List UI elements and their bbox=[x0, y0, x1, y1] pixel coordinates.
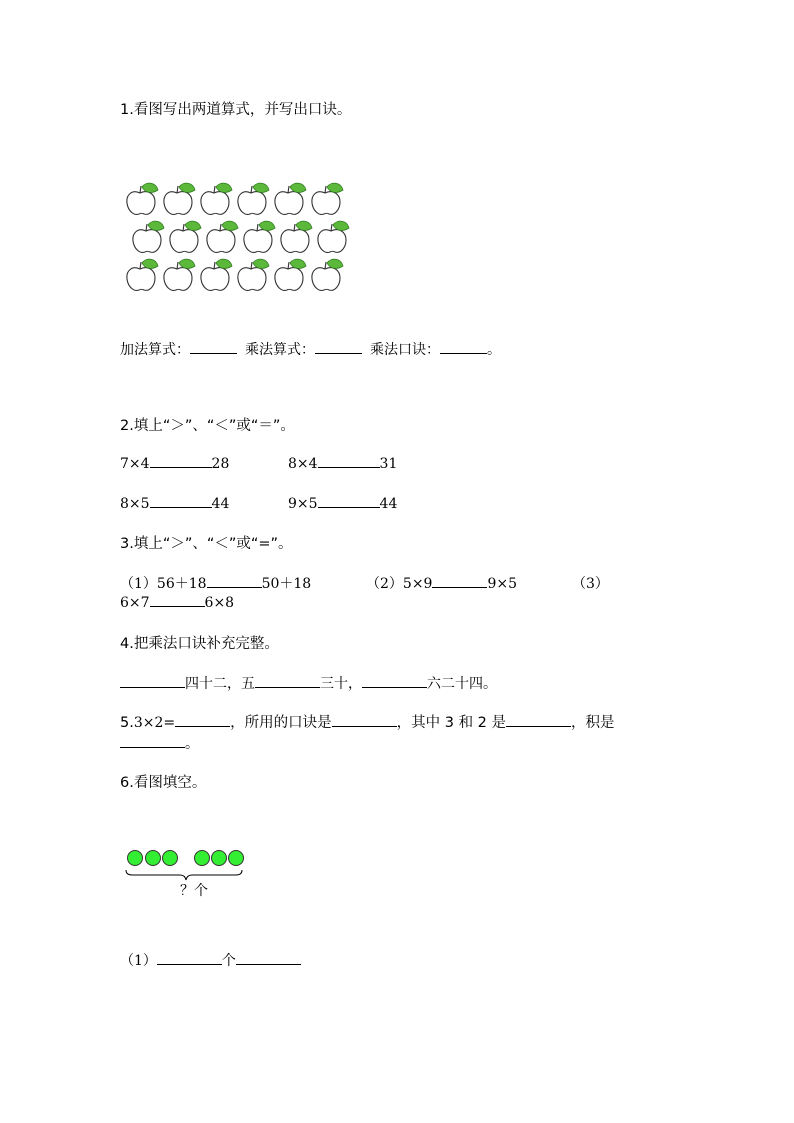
apple-icon bbox=[164, 183, 195, 214]
apple-icon bbox=[133, 221, 164, 252]
q5-blank-4[interactable] bbox=[120, 734, 185, 748]
q5-text-1: ，所用的口诀是 bbox=[230, 715, 332, 731]
q3-left: 56＋18 bbox=[156, 576, 207, 592]
apple-icon bbox=[170, 221, 201, 252]
q3-blank-3[interactable] bbox=[150, 593, 205, 607]
apple-icon bbox=[281, 221, 312, 252]
apple-icon bbox=[312, 259, 343, 290]
q3-part-number: （1） bbox=[120, 576, 157, 592]
green-dot bbox=[128, 851, 143, 866]
q5-blank-2[interactable] bbox=[332, 713, 397, 727]
q5-text-3: ，积是 bbox=[571, 715, 615, 731]
q2-item-right: 31 bbox=[379, 456, 398, 472]
apple-icon bbox=[201, 259, 232, 290]
q4-title: 4.把乘法口诀补充完整。 bbox=[120, 636, 279, 652]
apple-icon bbox=[312, 183, 343, 214]
q4-line bbox=[120, 673, 497, 693]
q2-item-blank[interactable] bbox=[150, 494, 212, 508]
apple-icon bbox=[318, 221, 349, 252]
q2-item-blank[interactable] bbox=[318, 494, 380, 508]
q5-line-1 bbox=[120, 711, 615, 732]
q6-answer-mid: 个 bbox=[221, 953, 236, 969]
q5-blank-1[interactable] bbox=[175, 713, 230, 727]
apple-icon bbox=[238, 183, 269, 214]
q6-title: 6.看图填空。 bbox=[120, 775, 207, 791]
q6-blank-1[interactable] bbox=[157, 951, 222, 965]
q3-part-2 bbox=[366, 573, 517, 593]
green-dot bbox=[146, 851, 161, 866]
q3-right: 9×5 bbox=[487, 576, 518, 592]
q2-row-2b bbox=[288, 494, 397, 512]
q5-line-2 bbox=[120, 733, 199, 753]
q2-item-right: 44 bbox=[379, 496, 398, 512]
q6-blank-2[interactable] bbox=[236, 951, 301, 965]
q4-blank-2[interactable] bbox=[255, 674, 320, 688]
apple-icon bbox=[164, 259, 195, 290]
q5-expression: 3×2= bbox=[133, 715, 176, 731]
q6-answer-line bbox=[120, 950, 301, 970]
q3-part-1 bbox=[120, 573, 311, 593]
apple-icon bbox=[238, 259, 269, 290]
multiplication-label: 乘法算式： bbox=[245, 342, 315, 358]
q2-item-left: 7×4 bbox=[120, 456, 150, 472]
q3-title: 3.填上“＞”、“＜”或“=”。 bbox=[120, 536, 293, 552]
q2-item-left: 8×5 bbox=[120, 496, 150, 512]
green-dot bbox=[195, 851, 210, 866]
q2-item-right: 44 bbox=[211, 496, 230, 512]
addition-blank[interactable] bbox=[190, 340, 237, 354]
q5-blank-3[interactable] bbox=[506, 713, 571, 727]
q4-blank-1[interactable] bbox=[120, 674, 185, 688]
q3-left: 5×9 bbox=[402, 576, 433, 592]
q3-part-number: （2） bbox=[366, 576, 403, 592]
q3-blank-2[interactable] bbox=[432, 574, 487, 588]
q4-text-3: 六二十四。 bbox=[427, 676, 497, 692]
apple-icon bbox=[275, 183, 306, 214]
green-dot bbox=[163, 851, 178, 866]
q2-row-2 bbox=[120, 494, 229, 512]
multiplication-blank[interactable] bbox=[315, 340, 362, 354]
q1-answer-line bbox=[120, 339, 501, 359]
q6-answer-number: （1） bbox=[120, 953, 157, 969]
q3-right: 50＋18 bbox=[261, 576, 312, 592]
q5-end-mark: 。 bbox=[185, 736, 199, 752]
q2-item-right: 28 bbox=[211, 456, 230, 472]
q3-left: 6×7 bbox=[120, 595, 150, 611]
addition-label: 加法算式： bbox=[120, 342, 190, 358]
q3-part-3-number: （3） bbox=[572, 576, 609, 592]
apple-icon bbox=[201, 183, 232, 214]
rhyme-label: 乘法口诀： bbox=[370, 342, 440, 358]
apple-icon bbox=[127, 183, 158, 214]
q5-number: 5. bbox=[120, 715, 134, 731]
q4-text-2: 三十， bbox=[320, 676, 362, 692]
q4-text-1: 四十二，五 bbox=[185, 676, 255, 692]
brace-label: ？个 bbox=[180, 883, 208, 899]
green-dot bbox=[212, 851, 227, 866]
q5-text-2: ，其中 3 和 2 是 bbox=[396, 715, 507, 731]
apple-icon bbox=[275, 259, 306, 290]
q3-part-3 bbox=[120, 593, 234, 611]
q2-item-left: 9×5 bbox=[288, 496, 318, 512]
q2-item-blank[interactable] bbox=[150, 454, 212, 468]
q1-end-mark: 。 bbox=[487, 342, 501, 358]
apple-icon bbox=[127, 259, 158, 290]
q2-item-blank[interactable] bbox=[318, 454, 380, 468]
apple-grid-image bbox=[122, 178, 362, 293]
rhyme-blank[interactable] bbox=[440, 340, 487, 354]
apple-icon bbox=[244, 221, 275, 252]
q2-title: 2.填上“＞”、“＜”或“＝”。 bbox=[120, 418, 295, 434]
q2-row-1 bbox=[120, 454, 229, 472]
apple-icon bbox=[207, 221, 238, 252]
q4-blank-3[interactable] bbox=[362, 674, 427, 688]
brace-shape bbox=[126, 870, 242, 880]
q1-title: 1.看图写出两道算式，并写出口诀。 bbox=[120, 102, 352, 118]
q3-blank-1[interactable] bbox=[207, 574, 262, 588]
q2-item-left: 8×4 bbox=[288, 456, 318, 472]
q3-right: 6×8 bbox=[204, 595, 235, 611]
q2-row-1b bbox=[288, 454, 397, 472]
green-dot bbox=[229, 851, 244, 866]
